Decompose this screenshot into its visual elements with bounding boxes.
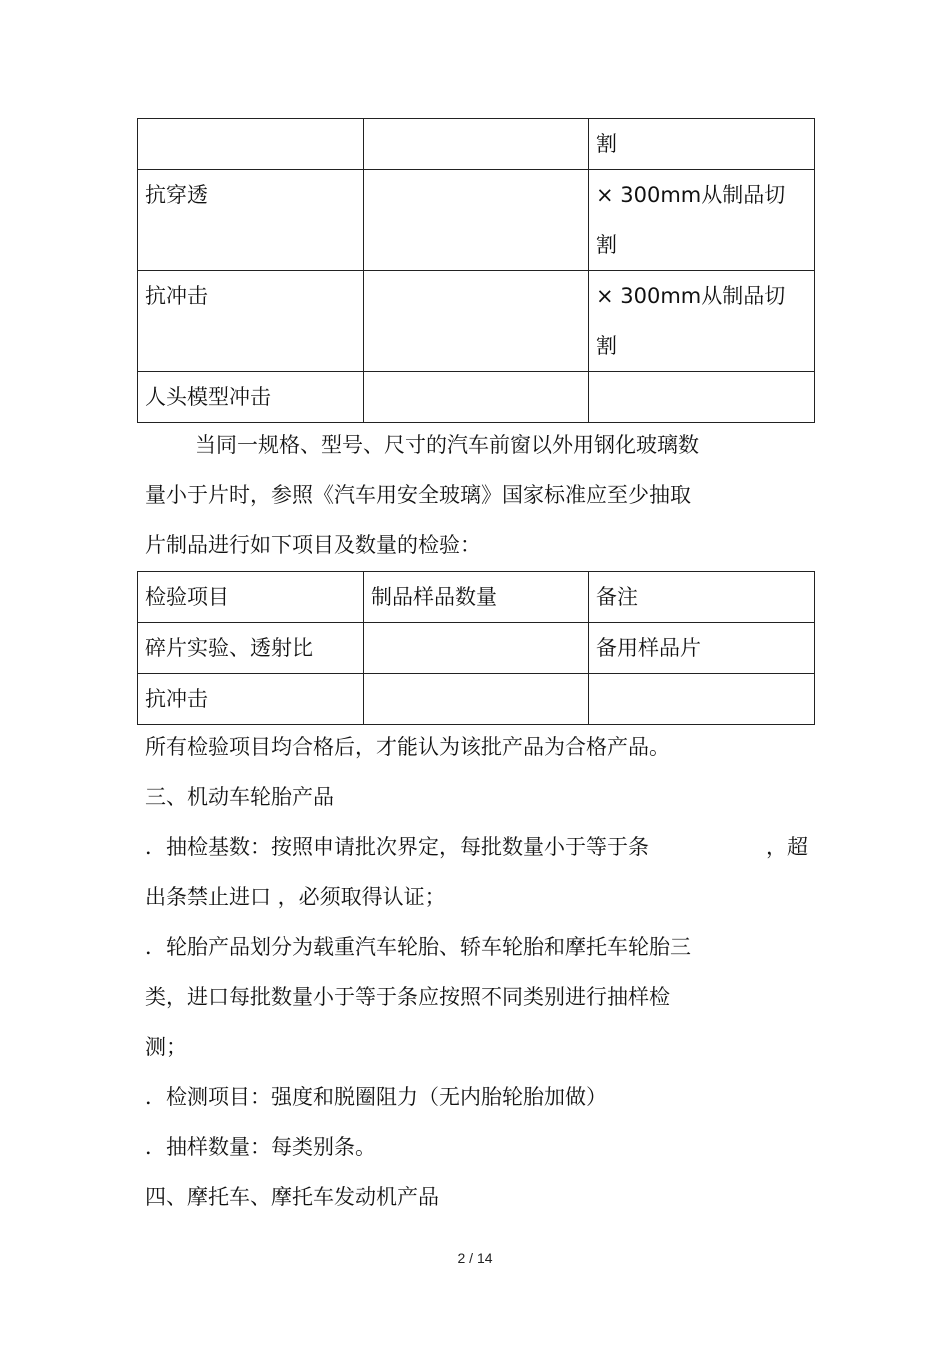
table-row — [138, 674, 815, 725]
table-row — [138, 170, 815, 271]
table-header-row — [138, 572, 815, 623]
table-cell — [589, 674, 815, 725]
page-number: 2 / 14 — [457, 1250, 493, 1266]
cell-text: 割 — [596, 233, 617, 257]
cell-text: × 300mm从制品切 — [596, 183, 786, 207]
table-cell — [589, 372, 815, 423]
table-header-cell: 备注 — [589, 572, 815, 623]
table-cell — [364, 271, 589, 372]
table-cell — [138, 119, 364, 170]
table-cell — [364, 674, 589, 725]
section-heading: 四、摩托车、摩托车发动机产品 — [145, 1185, 439, 1209]
list-item-line-tail: ，超 — [766, 835, 808, 859]
table-cell: 抗冲击 — [138, 271, 364, 372]
table-cell: 人头模型冲击 — [138, 372, 364, 423]
table-cell: 备用样品片 — [589, 623, 815, 674]
paragraph-line: 量小于片时，参照《汽车用安全玻璃》国家标准应至少抽取 — [145, 483, 691, 507]
inspection-items-table — [137, 571, 815, 725]
table-row — [138, 119, 815, 170]
cell-text: 割 — [596, 334, 617, 358]
table-row — [138, 372, 815, 423]
table-cell — [364, 170, 589, 271]
paragraph-line: 当同一规格、型号、尺寸的汽车前窗以外用钢化玻璃数 — [195, 433, 699, 457]
cell-text: × 300mm从制品切 — [596, 284, 786, 308]
list-item-line: 出条禁止进口 ，必须取得认证； — [145, 885, 446, 909]
table-header-cell: 制品样品数量 — [364, 572, 589, 623]
table-cell: 碎片实验、透射比 — [138, 623, 364, 674]
list-item-line: ．轮胎产品划分为载重汽车轮胎、轿车轮胎和摩托车轮胎三 — [145, 935, 691, 959]
list-item-line: ．检测项目：强度和脱圈阻力（无内胎轮胎加做） — [145, 1085, 607, 1109]
list-item-line: ．抽样数量：每类别条。 — [145, 1135, 376, 1159]
table-cell — [589, 271, 815, 372]
table-cell — [364, 119, 589, 170]
paragraph-line: 所有检验项目均合格后，才能认为该批产品为合格产品。 — [145, 735, 670, 759]
inspection-table-continued — [137, 118, 815, 423]
table-cell — [364, 623, 589, 674]
section-heading: 三、机动车轮胎产品 — [145, 785, 334, 809]
table-row — [138, 623, 815, 674]
table-cell — [589, 119, 815, 170]
table-cell: 抗冲击 — [138, 674, 364, 725]
table-cell: 抗穿透 — [138, 170, 364, 271]
list-item-line: 类，进口每批数量小于等于条应按照不同类别进行抽样检 — [145, 985, 670, 1009]
cell-text: 割 — [596, 132, 617, 156]
list-item-line: 测； — [145, 1035, 187, 1059]
table-row — [138, 271, 815, 372]
table-cell — [364, 372, 589, 423]
list-item-line: ．抽检基数：按照申请批次界定，每批数量小于等于条 — [145, 835, 649, 859]
paragraph-line: 片制品进行如下项目及数量的检验： — [145, 533, 481, 557]
table-header-cell: 检验项目 — [138, 572, 364, 623]
table-cell — [589, 170, 815, 271]
cell-text — [596, 372, 807, 422]
